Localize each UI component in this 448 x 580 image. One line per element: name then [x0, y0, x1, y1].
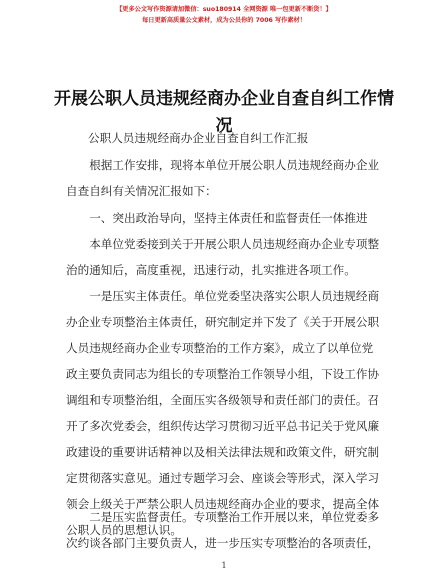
document-title: 开展公职人员违规经商办企业自查自纠工作情况 [54, 89, 394, 136]
body-paragraph-3: 二是压实监督责任。专项整治工作开展以来，单位党委多 次约谈各部门主要负责人，进一步压实专项整治的各项责任， [66, 510, 380, 550]
promo-banner-line-2: 每日更新高质量公文素材，成为公员你的 7006 写作素材！ [142, 17, 306, 24]
section-heading-1: 一、突出政治导向，坚持主体责任和监督责任一体推进 [66, 211, 368, 225]
report-subtitle: 公职人员违规经商办企业自查自纠工作汇报 [88, 131, 309, 145]
body-paragraph-2: 一是压实主体责任。单位党委坚决落实公职人员违规经商 办企业专项整治主体责任，研究制定并下发了《关于开展公职 人员违规经商办企业专项整治的工作方案》，成立了以单位党 政主要负责同志为组长的专项整治工作领导小组，下设工作协 调组和专项整治组，全面压实各级领导和责任部门的责任。召 开了多次党委会，组织传达学习贯彻习近平总书记关于党风廉 政建设的重要讲话精神以及相关法律法规和政策文件，研究制 定贯彻落实意见。通过专题学习会、座谈会等形式，深入学习 领会上级关于严禁公职人员违规经商办企业的要求，提高全体 公职人员的思想认识。 [66, 289, 380, 537]
promo-banner-line-1: 【更多公文写作资源请加微信：suo180914 全网资源 唯一包更新不断货！】 [116, 6, 332, 13]
page-number: 1 [221, 561, 227, 570]
intro-paragraph: 根据工作安排，现将本单位开展公职人员违规经商办企业 自查自纠有关情况汇报如下： [66, 158, 380, 198]
body-paragraph-1: 本单位党委接到关于开展公职人员违规经商办企业专项整 治的通知后，高度重视，迅速行动，扎实推进各项工作。 [66, 237, 380, 277]
